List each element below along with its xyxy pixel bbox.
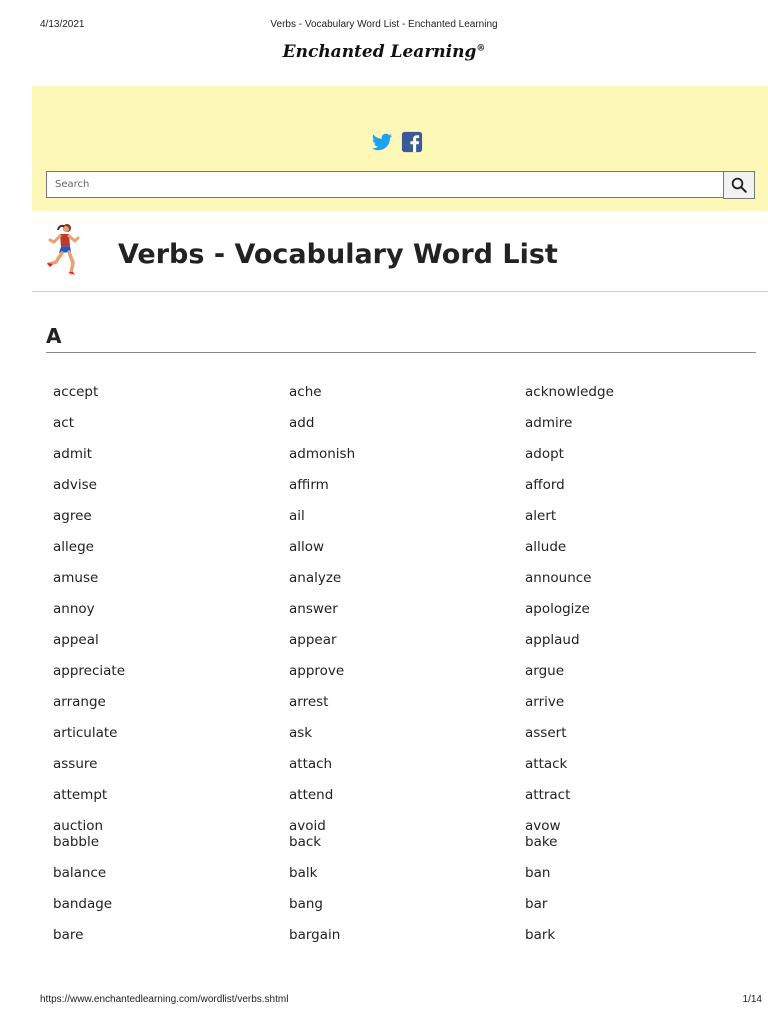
word-item: back bbox=[289, 834, 322, 850]
word-item: arrange bbox=[53, 694, 106, 710]
word-item: amuse bbox=[53, 570, 99, 586]
word-item: admire bbox=[525, 415, 573, 431]
word-item: agree bbox=[53, 508, 92, 524]
word-item: allude bbox=[525, 539, 567, 555]
word-item: bandage bbox=[53, 896, 113, 912]
print-url: https://www.enchantedlearning.com/wordlist/verbs.shtml bbox=[40, 994, 289, 1005]
word-item: appear bbox=[289, 632, 337, 648]
word-item: attract bbox=[525, 787, 571, 803]
word-item: auction bbox=[53, 818, 104, 834]
word-item: bargain bbox=[289, 927, 341, 943]
print-page-number: 1/14 bbox=[742, 994, 762, 1005]
word-item: arrive bbox=[525, 694, 565, 710]
word-item: approve bbox=[289, 663, 345, 679]
word-item: analyze bbox=[289, 570, 342, 586]
word-item: advise bbox=[53, 477, 97, 493]
word-item: add bbox=[289, 415, 315, 431]
social-links bbox=[371, 131, 423, 153]
word-item: acknowledge bbox=[525, 384, 614, 400]
print-date: 4/13/2021 bbox=[40, 19, 85, 30]
word-item: annoy bbox=[53, 601, 95, 617]
header-banner bbox=[32, 86, 768, 211]
word-item: appeal bbox=[53, 632, 99, 648]
word-item: applaud bbox=[525, 632, 580, 648]
page-title: Verbs - Vocabulary Word List bbox=[118, 239, 558, 270]
site-logo[interactable] bbox=[0, 42, 768, 62]
word-item: alert bbox=[525, 508, 557, 524]
word-item: announce bbox=[525, 570, 592, 586]
site-logo-text: Enchanted Learning bbox=[282, 42, 477, 62]
word-item: admit bbox=[53, 446, 93, 462]
word-item: adopt bbox=[525, 446, 564, 462]
word-item: allege bbox=[53, 539, 94, 555]
search-box bbox=[46, 171, 754, 198]
word-item: avow bbox=[525, 818, 561, 834]
word-item: appreciate bbox=[53, 663, 126, 679]
search-button[interactable] bbox=[723, 171, 755, 199]
section-divider bbox=[46, 352, 756, 353]
word-item: ache bbox=[289, 384, 322, 400]
word-item: allow bbox=[289, 539, 325, 555]
word-item: answer bbox=[289, 601, 338, 617]
title-row bbox=[32, 222, 768, 292]
title-divider bbox=[32, 291, 768, 292]
word-item: attack bbox=[525, 756, 568, 772]
print-page-title: Verbs - Vocabulary Word List - Enchanted Learning bbox=[270, 19, 498, 30]
word-item: ask bbox=[289, 725, 313, 741]
word-item: afford bbox=[525, 477, 565, 493]
word-item: balance bbox=[53, 865, 107, 881]
word-item: argue bbox=[525, 663, 565, 679]
print-footer bbox=[0, 994, 768, 1008]
search-icon bbox=[730, 176, 748, 194]
word-item: avoid bbox=[289, 818, 326, 834]
word-item: admonish bbox=[289, 446, 356, 462]
word-item: bar bbox=[525, 896, 548, 912]
word-item: articulate bbox=[53, 725, 118, 741]
word-item: act bbox=[53, 415, 74, 431]
facebook-icon[interactable] bbox=[401, 131, 423, 153]
word-item: accept bbox=[53, 384, 99, 400]
word-item: bang bbox=[289, 896, 323, 912]
word-item: attend bbox=[289, 787, 334, 803]
section-heading-a: A bbox=[46, 324, 62, 348]
word-item: babble bbox=[53, 834, 100, 850]
word-item: affirm bbox=[289, 477, 329, 493]
word-item: ban bbox=[525, 865, 551, 881]
word-item: ail bbox=[289, 508, 305, 524]
runner-icon bbox=[44, 222, 82, 278]
word-item: assert bbox=[525, 725, 567, 741]
registered-mark: ® bbox=[476, 43, 486, 54]
word-item: assure bbox=[53, 756, 98, 772]
word-item: arrest bbox=[289, 694, 329, 710]
word-item: balk bbox=[289, 865, 318, 881]
word-item: bark bbox=[525, 927, 556, 943]
word-item: attempt bbox=[53, 787, 108, 803]
print-header bbox=[0, 19, 768, 33]
search-input[interactable] bbox=[47, 172, 724, 197]
word-item: bare bbox=[53, 927, 84, 943]
word-item: apologize bbox=[525, 601, 590, 617]
word-item: attach bbox=[289, 756, 333, 772]
word-item: bake bbox=[525, 834, 558, 850]
twitter-icon[interactable] bbox=[371, 131, 393, 153]
